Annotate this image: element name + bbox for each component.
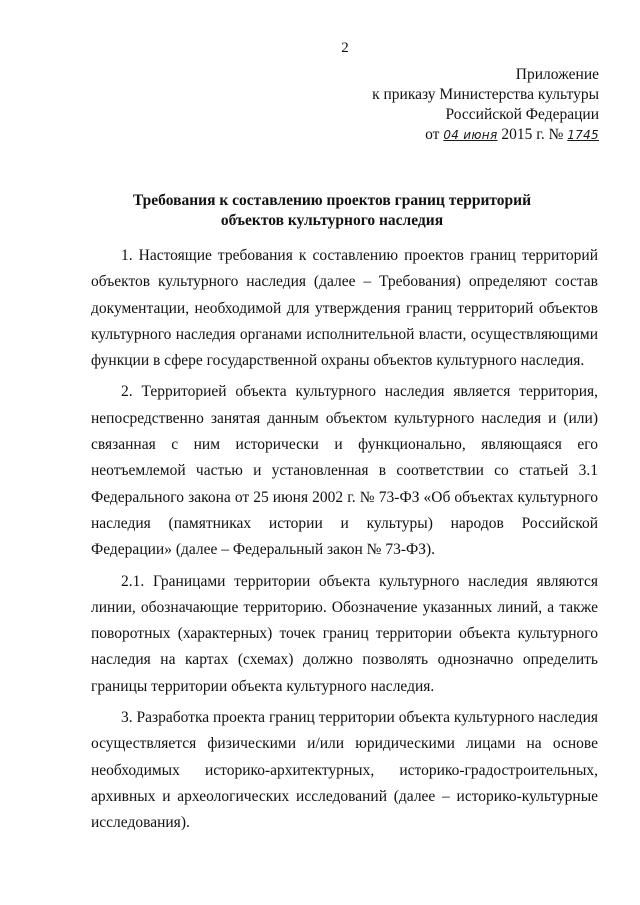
handwritten-number: 1745 (567, 128, 599, 142)
appendix-order-ref: к приказу Министерства культуры (372, 86, 599, 103)
paragraph-2: 2. Территорией объекта культурного наследия является территория, непосредственно занятая данным объектом культурного наследия и (или) связанная с ним исторически и функционально, являющаяся его неотъемлемой частью и установленная в соответствии со статьей 3.1 Федерального закона от 25 июня 2002 г. № 73-ФЗ «Об объектах культурного наследия (памятниках истории и культуры) народов Российской Федерации» (далее – Федеральный закон № 73-ФЗ). (91, 383, 598, 559)
appendix-date-line (372, 125, 599, 145)
paragraph-2-1: 2.1. Границами территории объекта культурного наследия являются линии, обозначающие территорию. Обозначение указанных линий, а также поворотных (характерных) точек границ территории объекта культурного наследия на картах (схемах) должно позволять однозначно определить границы территории объекта культурного наследия. (91, 572, 598, 695)
date-year: 2015 г. № (501, 126, 564, 143)
date-prefix: от (425, 126, 440, 143)
paragraph-3: 3. Разработка проекта границ территории объекта культурного наследия осуществляется физическими и/или юридическими лицами на основе необходимых историко-архитектурных, историко-градостроительных, архивных и археологических исследований (далее – историко-культурные исследования). (91, 709, 598, 832)
paragraph-1: 1. Настоящие требования к составлению проектов границ территорий объектов культурного наследия (далее – Требования) определяют состав документации, необходимой для утверждения границ территорий объектов культурного наследия органами исполнительной власти, осуществляющими функции в сфере государственной охраны объектов культурного наследия. (91, 247, 598, 370)
document-body (91, 243, 598, 842)
title-line-2: объектов культурного наследия (220, 212, 444, 229)
appendix-federation: Российской Федерации (445, 106, 599, 123)
title-line-1: Требования к составлению проектов границ территорий (132, 192, 532, 209)
handwritten-date: 04 июня (443, 128, 498, 142)
appendix-block (372, 65, 599, 145)
page-number: 2 (341, 40, 349, 56)
document-title (12, 191, 640, 231)
appendix-label: Приложение (515, 66, 599, 83)
